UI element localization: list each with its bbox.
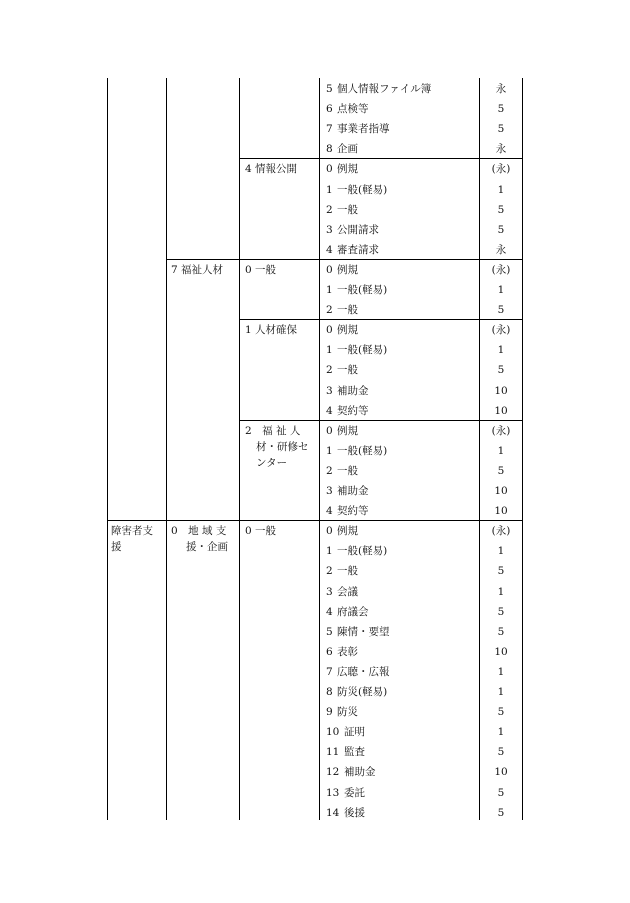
item-name: 契約等 (337, 404, 369, 417)
item-number: 1 (326, 183, 333, 196)
retention-period: 永 (495, 83, 507, 95)
item-name: 補助金 (337, 384, 369, 397)
retention-period: 5 (497, 203, 505, 216)
col-border (239, 78, 240, 820)
item-number: 4 (326, 404, 333, 417)
group-jouhou: 4 情報公開 (245, 163, 298, 175)
item-name: 委託 (344, 786, 365, 799)
item-number: 10 (326, 726, 340, 739)
retention-period: 10 (494, 645, 508, 658)
item-name: 補助金 (337, 485, 369, 497)
item-name: 例規 (337, 424, 358, 437)
category-shougai-line1: 障害者支 (111, 525, 153, 537)
retention-period: 1 (497, 726, 505, 739)
retention-period: 1 (497, 183, 505, 196)
item-name: 例規 (337, 263, 358, 276)
item-name: 証明 (344, 726, 365, 739)
item-number: 3 (326, 485, 333, 497)
item-name: 会議 (337, 585, 358, 598)
item-number: 1 (326, 444, 333, 457)
retention-period: 10 (494, 404, 508, 417)
retention-period: 5 (497, 806, 505, 819)
item-number: 5 (326, 625, 333, 638)
item-number: 4 (326, 505, 333, 518)
row-border (239, 158, 522, 159)
group-center-line1: 2 福 祉 人 (245, 425, 301, 437)
item-name: 一般(軽易) (337, 344, 388, 357)
item-number: 13 (326, 786, 340, 799)
retention-period: (永) (491, 525, 511, 538)
retention-period: 5 (497, 464, 505, 477)
item-name: 契約等 (337, 505, 369, 518)
item-number: 5 (326, 83, 333, 95)
item-name: 陳情・要望 (337, 625, 390, 638)
item-number: 0 (326, 163, 333, 176)
item-number: 11 (326, 746, 340, 759)
retention-period: 1 (497, 284, 505, 296)
item-name: 一般 (337, 565, 358, 578)
item-number: 7 (326, 665, 333, 678)
category-shougai-line2: 援 (111, 541, 122, 553)
item-number: 2 (326, 464, 333, 477)
retention-period: 5 (497, 304, 505, 317)
row-border (239, 420, 522, 421)
item-name: 補助金 (344, 766, 376, 779)
item-name: 広聴・広報 (337, 665, 390, 678)
item-number: 3 (326, 585, 333, 598)
col-border (319, 78, 320, 820)
row-border (166, 259, 522, 260)
item-number: 7 (326, 123, 333, 136)
retention-period: 5 (497, 786, 505, 799)
col-border (166, 78, 167, 820)
item-number: 0 (326, 263, 333, 276)
item-name: 例規 (337, 163, 358, 176)
item-name: 個人情報ファイル簿 (337, 83, 432, 95)
retention-period: 10 (494, 766, 508, 779)
item-number: 3 (326, 223, 333, 236)
row-border (239, 319, 522, 320)
item-name: 表彰 (337, 645, 358, 658)
item-number: 2 (326, 304, 333, 317)
item-name: 公開請求 (337, 223, 379, 236)
item-name: 監査 (344, 746, 365, 759)
retention-period: (永) (491, 424, 511, 437)
item-number: 2 (326, 565, 333, 578)
item-name: 一般 (337, 304, 358, 317)
row-border (107, 520, 522, 521)
retention-period: 10 (494, 505, 508, 518)
item-number: 6 (326, 103, 333, 116)
item-number: 1 (326, 344, 333, 357)
item-number: 8 (326, 143, 333, 156)
item-name: 一般(軽易) (337, 444, 388, 457)
retention-period: 5 (497, 625, 505, 638)
item-name: 企画 (337, 143, 358, 156)
col-border (107, 78, 108, 820)
item-name: 一般(軽易) (337, 284, 388, 296)
item-name: 一般 (337, 364, 358, 377)
retention-period: 5 (497, 123, 505, 136)
item-number: 9 (326, 706, 333, 719)
item-name: 一般(軽易) (337, 545, 388, 558)
retention-period: 1 (497, 444, 505, 457)
item-name: 事業者指導 (337, 123, 390, 136)
item-number: 4 (326, 605, 333, 618)
retention-period: 1 (497, 585, 505, 598)
item-number: 3 (326, 384, 333, 397)
item-number: 6 (326, 645, 333, 658)
retention-period: (永) (491, 324, 511, 337)
item-name: 一般 (337, 464, 358, 477)
item-number: 1 (326, 545, 333, 558)
col-border (522, 78, 523, 820)
retention-period: 10 (494, 384, 508, 397)
retention-period: 永 (495, 143, 507, 156)
retention-period: 5 (497, 746, 505, 759)
retention-period: 1 (497, 545, 505, 558)
item-name: 一般(軽易) (337, 183, 388, 196)
item-number: 1 (326, 284, 333, 296)
retention-period: 5 (497, 103, 505, 116)
item-name: 審査請求 (337, 243, 379, 256)
subcategory-chiiki-line2: 援・企画 (186, 541, 228, 553)
group-center-line3: ンター (256, 457, 288, 469)
retention-period: 1 (497, 665, 505, 678)
retention-period: 永 (495, 243, 507, 256)
subcategory-fukushi: 7 福祉人材 (171, 264, 224, 276)
item-name: 府議会 (337, 605, 369, 618)
retention-period: (永) (491, 263, 511, 276)
item-name: 後援 (344, 806, 365, 819)
item-number: 2 (326, 364, 333, 377)
retention-period: 5 (497, 223, 505, 236)
retention-period: 10 (494, 485, 508, 497)
item-name: 例規 (337, 525, 358, 538)
item-number: 0 (326, 525, 333, 538)
retention-period: 5 (497, 605, 505, 618)
item-number: 0 (326, 324, 333, 337)
item-name: 防災 (337, 706, 358, 719)
item-number: 8 (326, 686, 333, 698)
item-number: 2 (326, 203, 333, 216)
item-number: 12 (326, 766, 340, 779)
retention-period: 5 (497, 364, 505, 377)
retention-period: (永) (491, 163, 511, 176)
group-ippan-b: 0 一般 (245, 525, 277, 537)
retention-period: 1 (497, 344, 505, 357)
retention-period: 5 (497, 706, 505, 719)
subcategory-chiiki-line1: 0 地 域 支 (171, 525, 227, 537)
item-number: 4 (326, 243, 333, 256)
group-center-line2: 材・研修セ (256, 441, 309, 453)
item-name: 例規 (337, 324, 358, 337)
item-name: 一般 (337, 203, 358, 216)
group-jinzai: 1 人材確保 (245, 324, 298, 336)
item-name: 点検等 (337, 103, 369, 116)
retention-period: 1 (497, 686, 505, 698)
item-number: 0 (326, 424, 333, 437)
group-ippan-a: 0 一般 (245, 264, 277, 276)
retention-period: 5 (497, 565, 505, 578)
item-number: 14 (326, 806, 340, 819)
item-name: 防災(軽易) (337, 686, 388, 698)
